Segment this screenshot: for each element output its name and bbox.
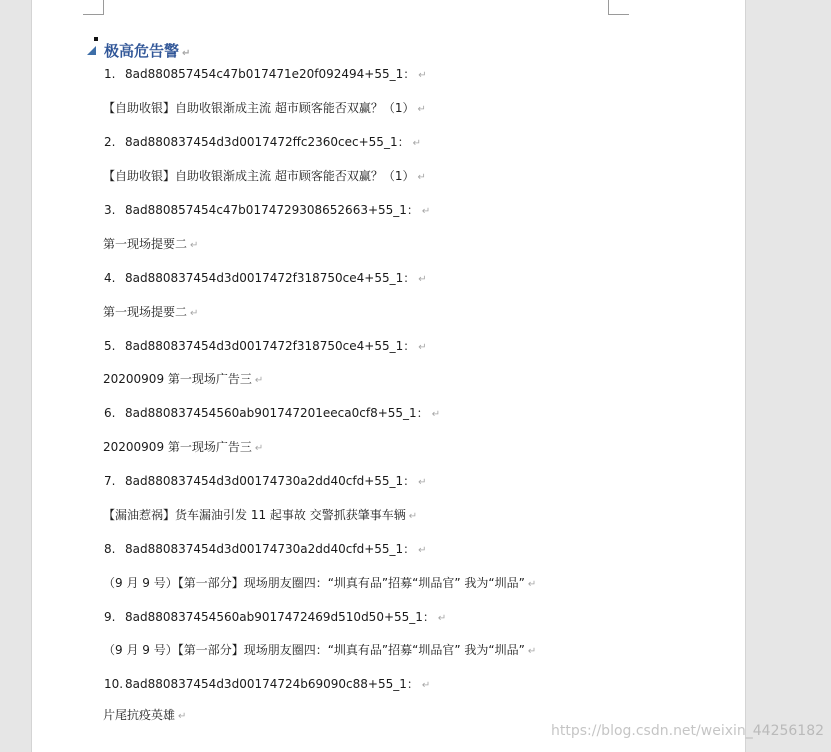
list-item-id[interactable] xyxy=(104,134,421,152)
list-item-text[interactable] xyxy=(103,507,417,525)
item-id-text: 8ad880837454560ab9017472469d510d50+55_1： xyxy=(125,610,435,624)
paragraph-mark: ↵ xyxy=(527,646,537,657)
paragraph-mark: ↵ xyxy=(527,579,537,590)
item-id-text: 8ad880857454c47b0174729308652663+55_1： xyxy=(125,203,419,217)
item-body-text: 20200909 第一现场广告三 xyxy=(103,440,252,454)
list-item-text[interactable] xyxy=(103,236,198,254)
list-number: 1. xyxy=(104,67,116,81)
item-body-text: 20200909 第一现场广告三 xyxy=(103,372,252,386)
list-item-text[interactable] xyxy=(103,642,536,660)
paragraph-mark: ↵ xyxy=(418,342,427,353)
item-body-text: 【自助收银】自助收银渐成主流 超市顾客能否双赢？（1） xyxy=(103,101,415,115)
paragraph-mark: ↵ xyxy=(178,711,187,722)
paragraph-mark: ↵ xyxy=(182,48,191,59)
paragraph-mark: ↵ xyxy=(190,308,199,319)
list-number: 10. xyxy=(104,677,124,691)
item-id-text: 8ad880837454560ab901747201eeca0cf8+55_1： xyxy=(125,406,429,420)
paragraph-anchor-marker xyxy=(94,37,98,41)
paragraph-mark: ↵ xyxy=(254,375,264,386)
heading-text: 极高危告警 xyxy=(104,42,180,60)
list-item-id[interactable] xyxy=(104,270,427,288)
item-body-text: （9 月 9 号）【第一部分】现场朋友圈四：“圳真有品”招募“圳品官” 我为“圳品” xyxy=(103,576,525,590)
watermark-url: https://blog.csdn.net/weixin_44256182 xyxy=(551,723,825,739)
item-body-text: （9 月 9 号）【第一部分】现场朋友圈四：“圳真有品”招募“圳品官” 我为“圳品” xyxy=(103,643,525,657)
item-id-text: 8ad880837454d3d00174730a2dd40cfd+55_1： xyxy=(125,474,416,488)
list-number: 7. xyxy=(104,474,116,488)
item-id-text: 8ad880857454c47b017471e20f092494+55_1： xyxy=(125,67,416,81)
list-number: 3. xyxy=(104,203,116,217)
list-item-id[interactable] xyxy=(104,609,446,627)
list-item-id[interactable] xyxy=(104,202,430,220)
list-item-id[interactable] xyxy=(104,541,427,559)
page-crop-mark-right xyxy=(608,0,629,15)
paragraph-mark: ↵ xyxy=(418,70,427,81)
page-crop-mark-left xyxy=(83,0,104,15)
document-heading[interactable] xyxy=(104,40,190,61)
collapse-heading-icon[interactable] xyxy=(87,46,96,55)
list-item-text[interactable] xyxy=(103,575,536,593)
list-number: 5. xyxy=(104,339,116,353)
list-item-text[interactable] xyxy=(103,100,426,118)
paragraph-mark: ↵ xyxy=(437,613,447,624)
paragraph-mark: ↵ xyxy=(417,172,426,183)
paragraph-mark: ↵ xyxy=(412,138,421,149)
item-body-text: 第一现场提要二 xyxy=(103,237,188,251)
item-body-text: 【自助收银】自助收银渐成主流 超市顾客能否双赢？（1） xyxy=(103,169,415,183)
list-item-text[interactable] xyxy=(103,168,426,186)
list-item-text[interactable] xyxy=(103,439,263,457)
list-number: 6. xyxy=(104,406,116,420)
list-number: 9. xyxy=(104,610,116,624)
paragraph-mark: ↵ xyxy=(418,274,427,285)
paragraph-mark: ↵ xyxy=(421,680,431,691)
paragraph-mark: ↵ xyxy=(421,206,431,217)
paragraph-mark: ↵ xyxy=(408,511,418,522)
list-number: 8. xyxy=(104,542,116,556)
list-number: 4. xyxy=(104,271,116,285)
item-body-text: 片尾抗疫英雄 xyxy=(103,708,176,722)
list-item-id[interactable] xyxy=(104,338,427,356)
list-item-id[interactable] xyxy=(104,676,430,694)
item-id-text: 8ad880837454d3d0017472f318750ce4+55_1： xyxy=(125,339,416,353)
item-id-text: 8ad880837454d3d0017472ffc2360cec+55_1： xyxy=(125,135,410,149)
list-item-id[interactable] xyxy=(104,473,427,491)
list-item-text[interactable] xyxy=(103,707,186,725)
paragraph-mark: ↵ xyxy=(418,477,427,488)
paragraph-mark: ↵ xyxy=(431,409,441,420)
list-number: 2. xyxy=(104,135,116,149)
item-id-text: 8ad880837454d3d00174730a2dd40cfd+55_1： xyxy=(125,542,416,556)
paragraph-mark: ↵ xyxy=(254,443,264,454)
item-body-text: 【漏油惹祸】货车漏油引发 11 起事故 交警抓获肇事车辆 xyxy=(103,508,406,522)
list-item-id[interactable] xyxy=(104,405,440,423)
item-body-text: 第一现场提要二 xyxy=(103,305,188,319)
item-id-text: 8ad880837454d3d00174724b69090c88+55_1： xyxy=(125,677,419,691)
list-item-text[interactable] xyxy=(103,371,263,389)
paragraph-mark: ↵ xyxy=(418,545,427,556)
paragraph-mark: ↵ xyxy=(417,104,426,115)
list-item-text[interactable] xyxy=(103,304,198,322)
list-item-id[interactable] xyxy=(104,66,427,84)
paragraph-mark: ↵ xyxy=(190,240,199,251)
item-id-text: 8ad880837454d3d0017472f318750ce4+55_1： xyxy=(125,271,416,285)
